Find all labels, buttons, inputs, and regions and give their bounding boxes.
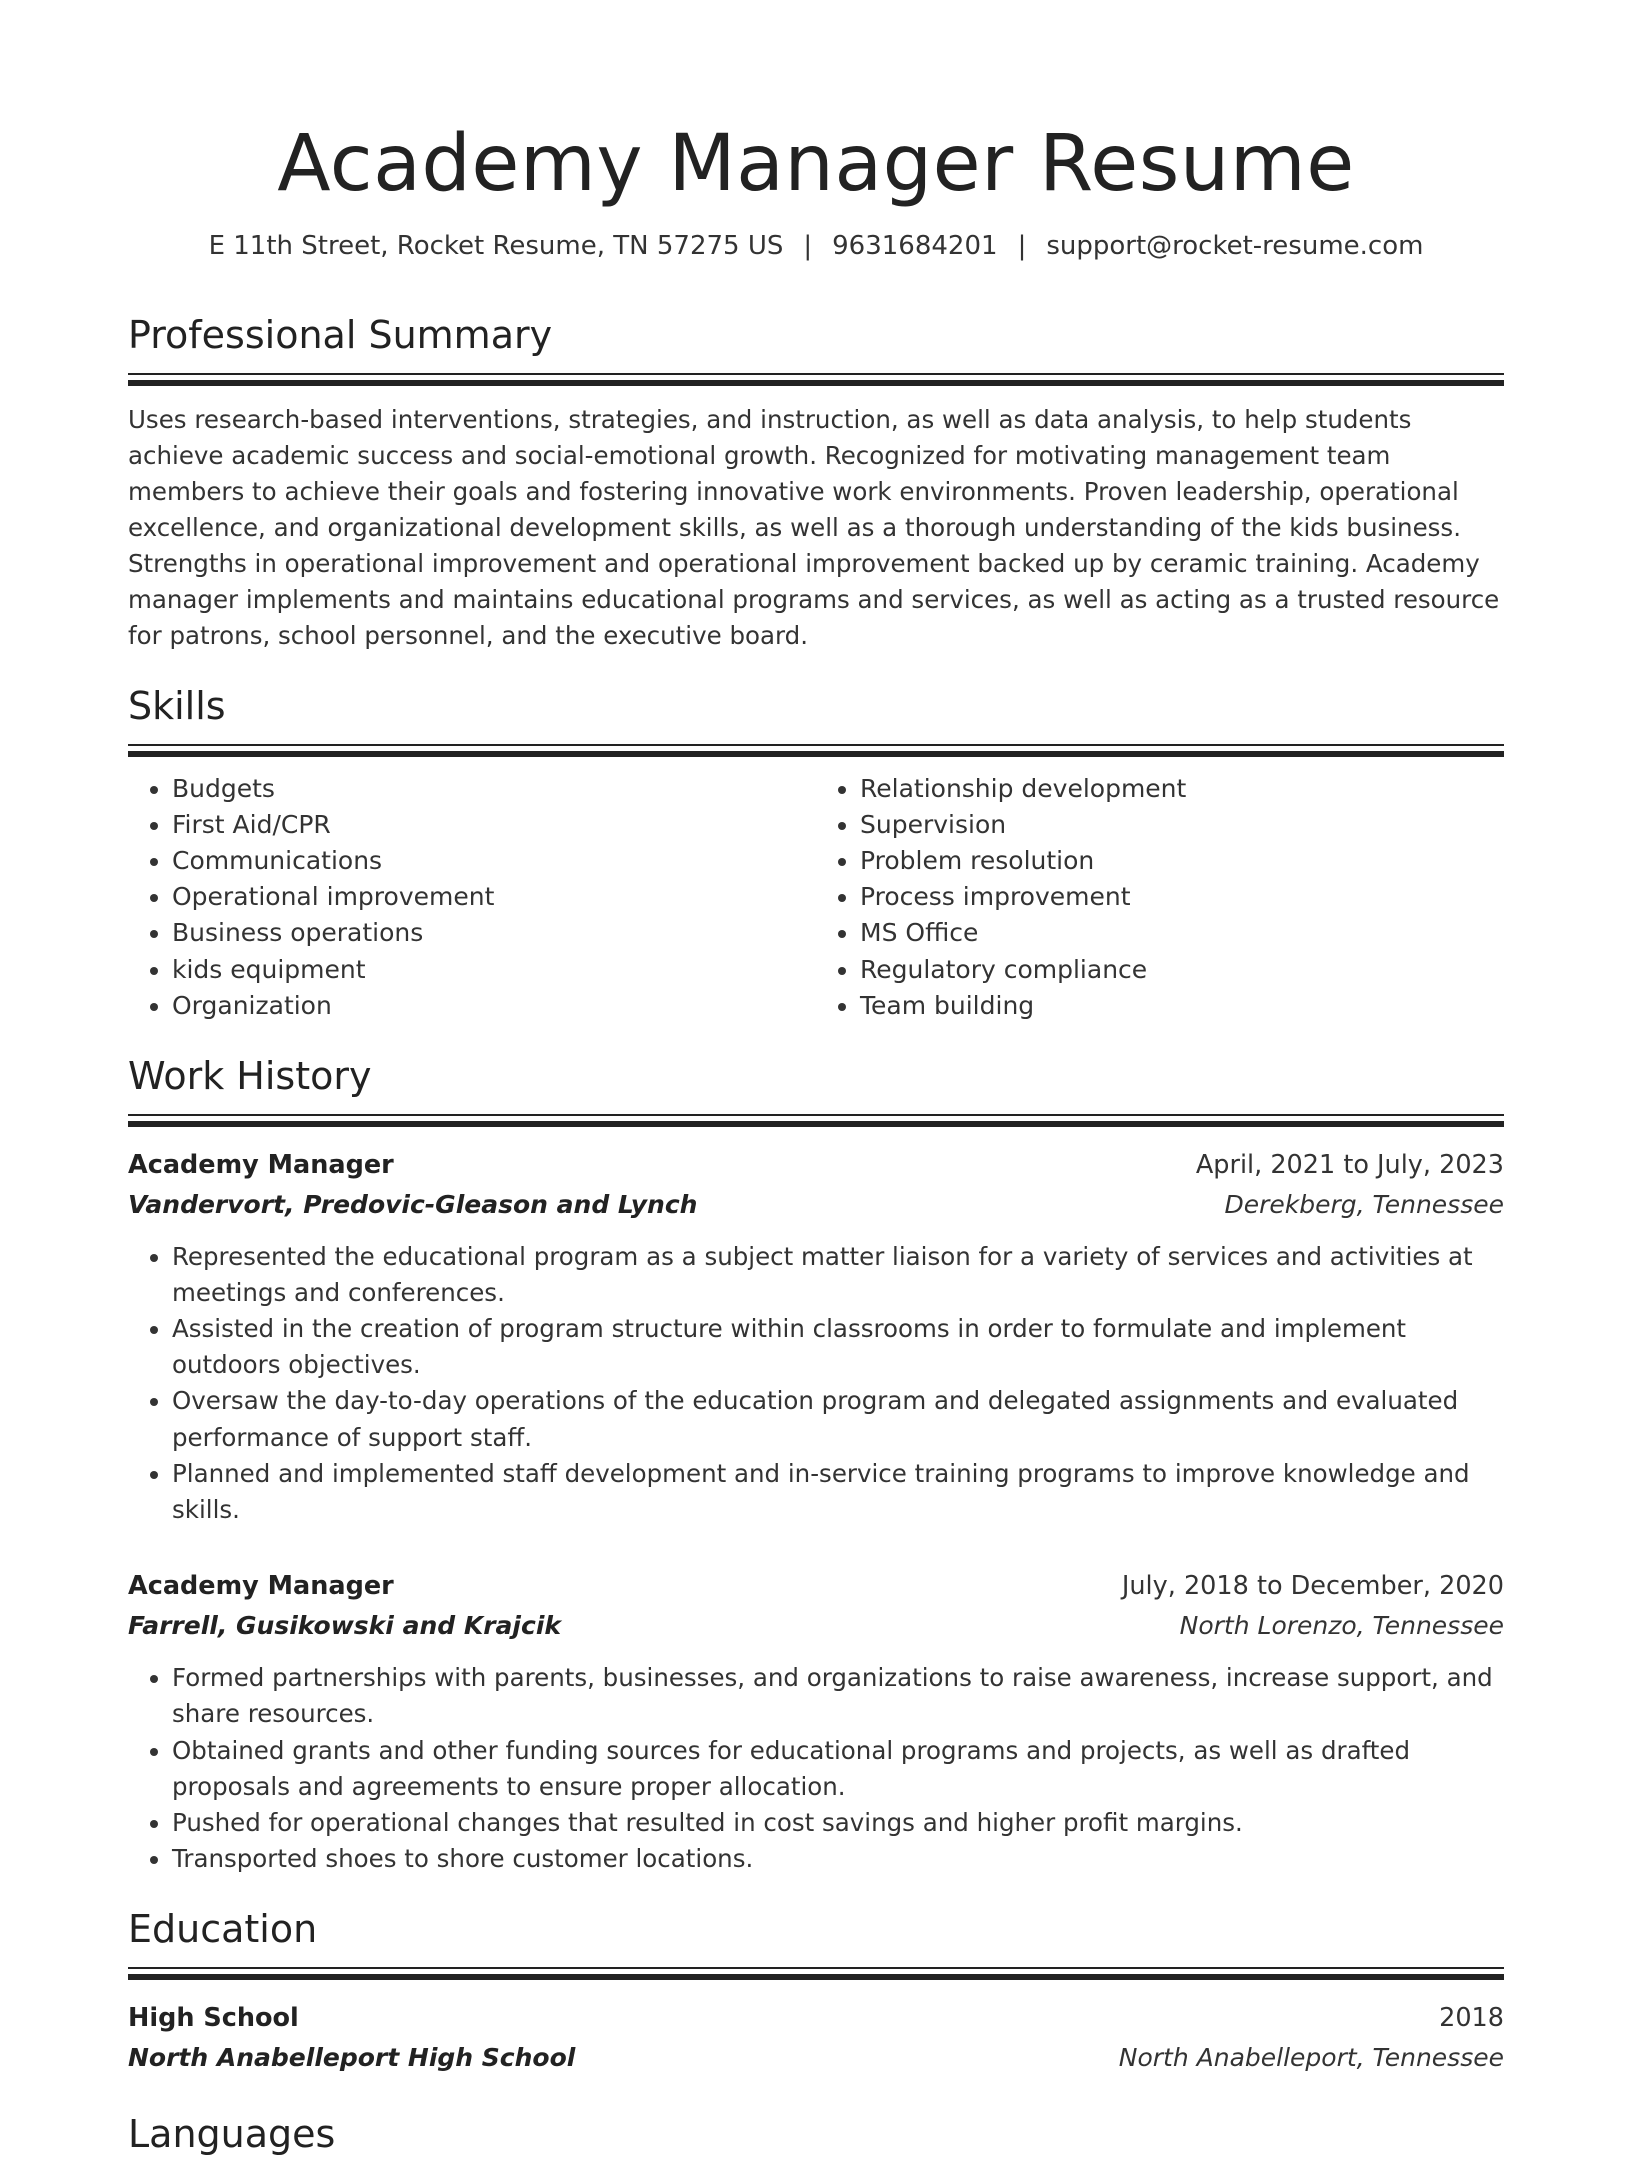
section-divider	[128, 1967, 1504, 1980]
skills-section	[128, 684, 1504, 1024]
skill-item: • Team building	[860, 988, 1504, 1024]
job-entry	[128, 1566, 1504, 1877]
job-subheader	[128, 1185, 1504, 1225]
skill-item: • First Aid/CPR	[172, 807, 816, 843]
work-history-section	[128, 1054, 1504, 1877]
skill-item: • Relationship development	[860, 771, 1504, 807]
skills-list-left	[128, 771, 816, 1024]
skill-item: • Problem resolution	[860, 843, 1504, 879]
job-bullet: • Represented the educational program as a subject matter liaison for a variety of services and activities at meetings and conferences.	[172, 1239, 1504, 1311]
contact-email: support@rocket-resume.com	[1046, 230, 1424, 261]
education-location: North Anabelleport, Tennessee	[1118, 2043, 1504, 2073]
job-dates: April, 2021 to July, 2023	[1195, 1149, 1504, 1180]
job-bullet: • Assisted in the creation of program structure within classrooms in order to formulate and implement outdoors objectives.	[172, 1311, 1504, 1383]
job-bullet: • Obtained grants and other funding sources for educational programs and projects, as well as drafted proposals and agreements to ensure proper allocation.	[172, 1733, 1504, 1805]
contact-separator: |	[1017, 230, 1027, 261]
resume-title: Academy Manager Resume	[277, 119, 1355, 209]
job-dates: July, 2018 to December, 2020	[1121, 1571, 1504, 1602]
professional-summary-section	[128, 313, 1504, 654]
skill-item: • Business operations	[172, 915, 816, 951]
section-divider	[128, 1114, 1504, 1127]
skill-item: • Communications	[172, 843, 816, 879]
education-header	[128, 1998, 1504, 2038]
education-year: 2018	[1439, 2003, 1504, 2034]
education-degree: High School	[128, 2003, 299, 2034]
contact-address: E 11th Street, Rocket Resume, TN 57275 US	[208, 230, 784, 261]
section-title: Professional Summary	[128, 313, 553, 358]
skill-item: • kids equipment	[172, 952, 816, 988]
section-title: Skills	[128, 683, 226, 728]
section-divider	[128, 744, 1504, 757]
education-school: North Anabelleport High School	[128, 2043, 576, 2073]
contact-separator: |	[803, 230, 813, 261]
job-subheader	[128, 1606, 1504, 1646]
job-bullet: • Formed partnerships with parents, businesses, and organizations to raise awareness, increase support, and share resources.	[172, 1660, 1504, 1732]
skill-item: • Regulatory compliance	[860, 952, 1504, 988]
skill-item: • Organization	[172, 988, 816, 1024]
job-location: Derekberg, Tennessee	[1224, 1189, 1504, 1219]
summary-text: Uses research-based interventions, strategies, and instruction, as well as data analysis, to help students achieve academic success and social-emotional growth. Recognized for motivating management team members to achieve their goals and fostering innovative work environments. Proven leadership, operational excellence, and organizational development skills, as well as a thorough understanding of the kids business. Strengths in operational improvement and operational improvement backed up by ceramic training. Academy manager implements and maintains educational programs and services, as well as acting as a trusted resource for patrons, school personnel, and the executive board.	[128, 404, 1500, 650]
job-title: Academy Manager	[128, 1149, 394, 1180]
job-location: North Lorenzo, Tennessee	[1179, 1611, 1504, 1641]
education-section	[128, 1907, 1504, 2078]
job-header	[128, 1566, 1504, 1606]
languages-section	[128, 2112, 1504, 2158]
job-bullet: • Oversaw the day-to-day operations of the education program and delegated assignments and evaluated performance of support staff.	[172, 1383, 1504, 1455]
job-bullet: • Pushed for operational changes that resulted in cost savings and higher profit margins.	[172, 1805, 1504, 1841]
section-title: Education	[128, 1907, 318, 1952]
skills-list-right	[816, 771, 1504, 1024]
skill-item: • Process improvement	[860, 879, 1504, 915]
job-title: Academy Manager	[128, 1571, 394, 1602]
skills-columns	[128, 771, 1504, 1024]
job-company: Vandervort, Predovic-Gleason and Lynch	[128, 1189, 698, 1219]
education-subheader	[128, 2038, 1504, 2078]
skill-item: • Operational improvement	[172, 879, 816, 915]
job-company: Farrell, Gusikowski and Krajcik	[128, 1611, 562, 1641]
contact-line	[128, 230, 1504, 264]
job-entry	[128, 1145, 1504, 1529]
section-title: Work History	[128, 1054, 372, 1098]
section-divider	[128, 373, 1504, 386]
skill-item: • Budgets	[172, 771, 816, 807]
job-bullets	[128, 1660, 1504, 1877]
job-bullet: • Planned and implemented staff development and in-service training programs to improve knowledge and skills.	[172, 1456, 1504, 1528]
skill-item: • Supervision	[860, 807, 1504, 843]
contact-phone: 9631684201	[832, 230, 998, 261]
skill-item: • MS Office	[860, 915, 1504, 951]
job-header	[128, 1145, 1504, 1185]
job-bullet: • Transported shoes to shore customer locations.	[172, 1841, 1504, 1877]
job-bullets	[128, 1239, 1504, 1529]
section-title: Languages	[128, 2112, 336, 2157]
